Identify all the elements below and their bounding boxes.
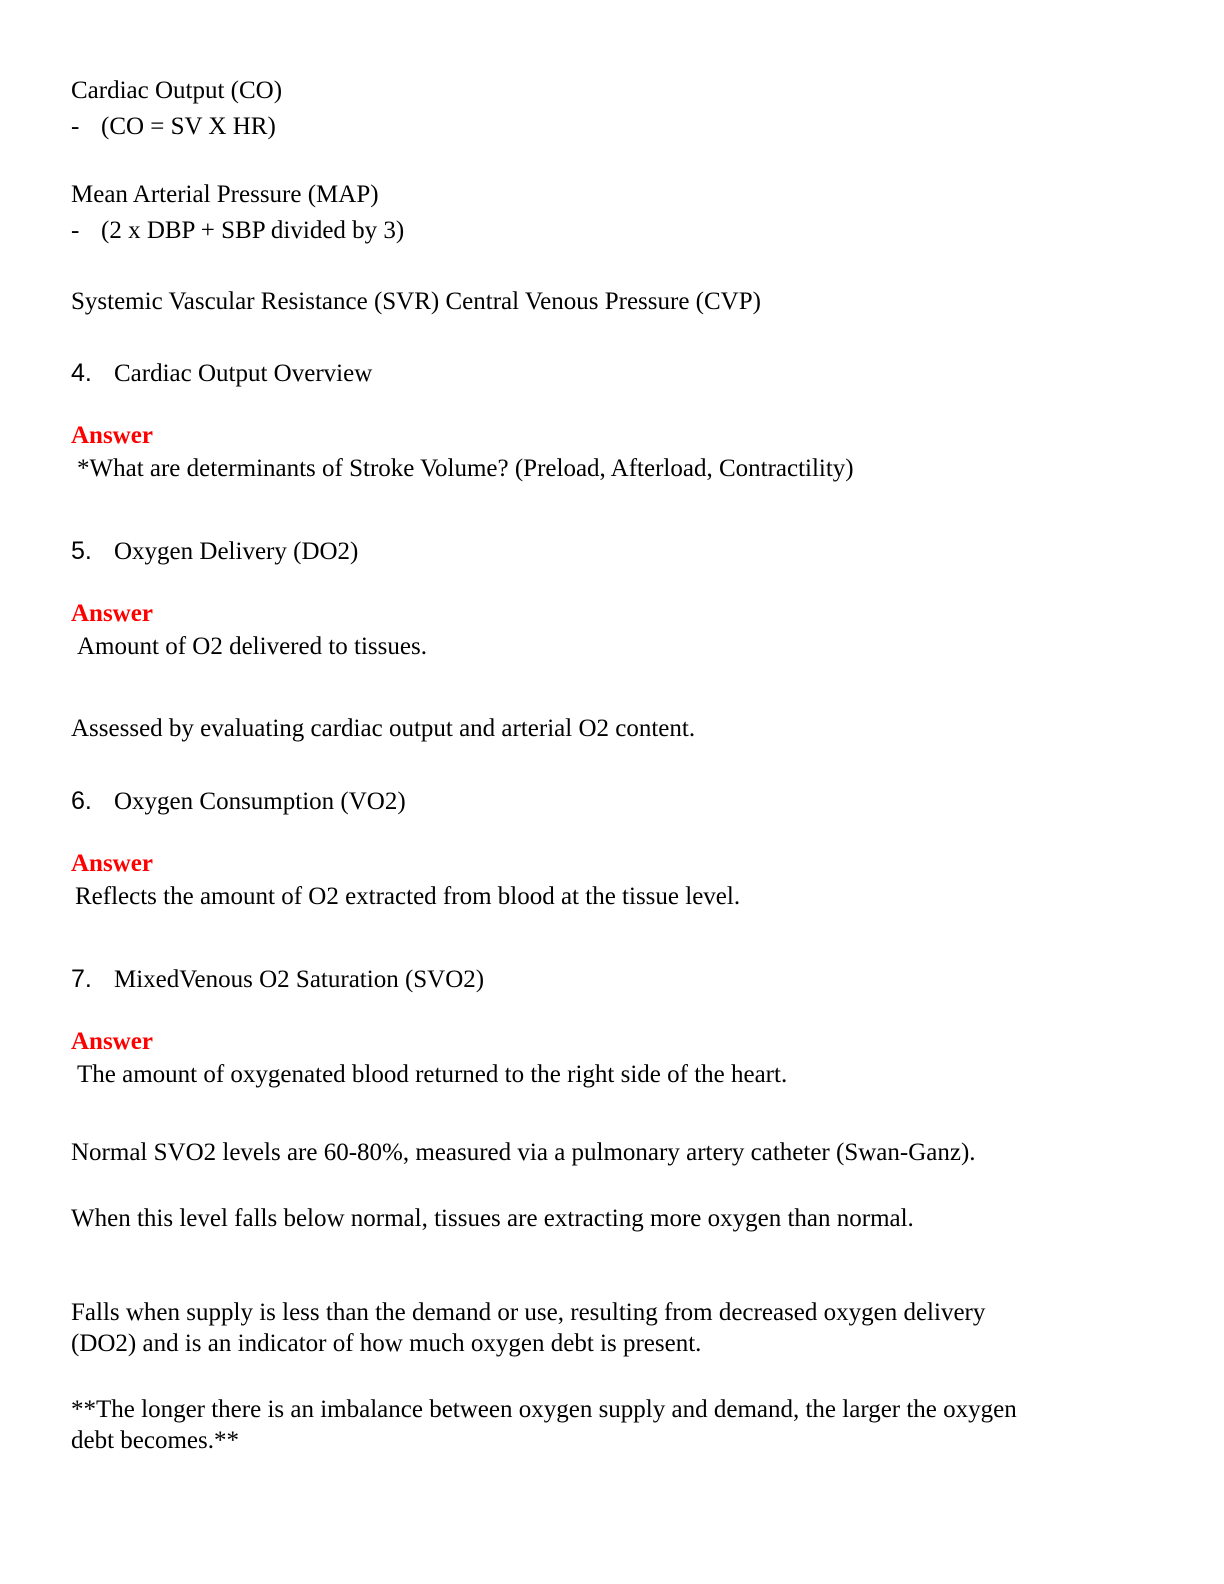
question-heading: [71, 358, 372, 389]
answer-text: The amount of oxygenated blood returned to the right side of the heart.: [77, 1061, 788, 1088]
question-heading: [71, 964, 484, 995]
question-number: 7.: [71, 965, 92, 993]
question-title: Oxygen Consumption (VO2): [114, 788, 406, 815]
question-title: MixedVenous O2 Saturation (SVO2): [114, 966, 485, 993]
question-heading: [71, 786, 406, 817]
question-heading: [71, 536, 358, 567]
answer-text: Falls when supply is less than the demand or use, resulting from decreased oxygen delivery: [71, 1299, 986, 1326]
answer-text: Amount of O2 delivered to tissues.: [77, 633, 427, 660]
answer-text: (DO2) and is an indicator of how much oxygen debt is present.: [71, 1330, 702, 1357]
question-number: 5.: [71, 537, 92, 565]
answer-text: Normal SVO2 levels are 60-80%, measured via a pulmonary artery catheter (Swan-Ganz).: [71, 1139, 976, 1166]
answer-text: Reflects the amount of O2 extracted from blood at the tissue level.: [75, 883, 741, 910]
question-title: Cardiac Output Overview: [114, 360, 373, 387]
answer-label: Answer: [71, 1028, 153, 1055]
answer-text: **The longer there is an imbalance between oxygen supply and demand, the larger the oxygen: [71, 1396, 1017, 1423]
answer-label: Answer: [71, 850, 153, 877]
svr-cvp-line: Systemic Vascular Resistance (SVR) Central Venous Pressure (CVP): [71, 288, 761, 315]
question-number: 6.: [71, 787, 92, 815]
map-formula-line: [71, 216, 404, 246]
answer-text: *What are determinants of Stroke Volume? (Preload, Afterload, Contractility): [77, 455, 854, 482]
answer-label: Answer: [71, 600, 153, 627]
answer-text: debt becomes.**: [71, 1427, 240, 1454]
answer-text: Assessed by evaluating cardiac output and arterial O2 content.: [71, 715, 696, 742]
map-title: Mean Arterial Pressure (MAP): [71, 181, 379, 208]
map-formula-dash: -: [71, 217, 80, 244]
answer-label: Answer: [71, 422, 153, 449]
co-title: Cardiac Output (CO): [71, 77, 283, 104]
co-formula-line: [71, 112, 276, 142]
question-title: Oxygen Delivery (DO2): [114, 538, 359, 565]
co-formula-dash: -: [71, 113, 80, 140]
co-formula: (CO = SV X HR): [101, 113, 276, 140]
map-formula: (2 x DBP + SBP divided by 3): [101, 217, 405, 244]
answer-text: When this level falls below normal, tissues are extracting more oxygen than normal.: [71, 1205, 914, 1232]
question-number: 4.: [71, 359, 92, 387]
